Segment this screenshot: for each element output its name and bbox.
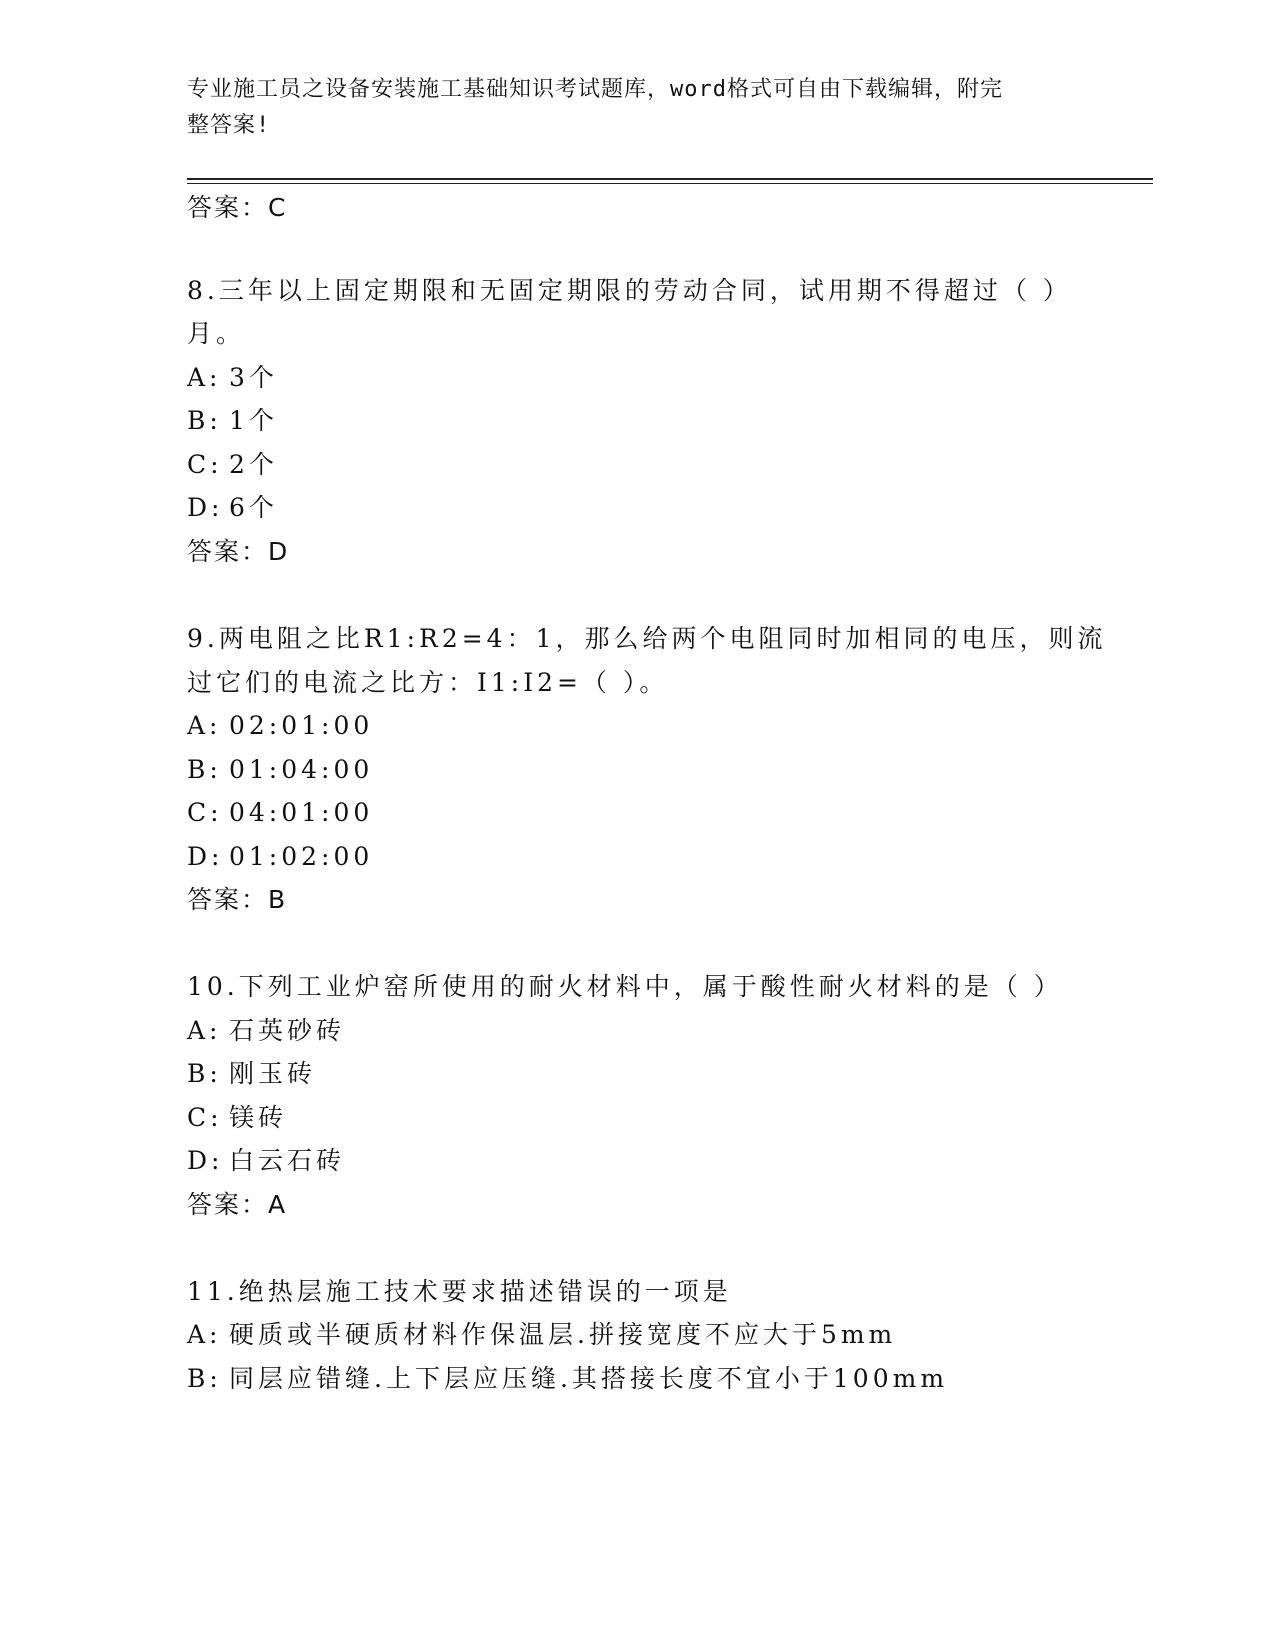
option-label: D: [187, 842, 224, 871]
option-b [187, 1057, 316, 1091]
option-c [187, 448, 278, 482]
option-text: 04:01:00 [229, 798, 374, 827]
answer-line: 答案：C [187, 193, 288, 222]
option-text: 01:02:00 [229, 842, 374, 871]
option-label: B: [187, 755, 222, 784]
option-text: 刚玉砖 [229, 1059, 317, 1088]
option-c [187, 796, 373, 830]
option-label: D: [187, 493, 224, 522]
question-text-continued: 月。 [187, 319, 246, 348]
option-b [187, 404, 278, 438]
option-a [187, 709, 373, 743]
option-label: A: [187, 1016, 222, 1045]
option-a [187, 1318, 896, 1352]
option-text: 6个 [229, 493, 278, 522]
question-text: 10.下列工业炉窑所使用的耐火材料中，属于酸性耐火材料的是（ ） [187, 972, 1063, 1001]
option-text: 镁砖 [229, 1103, 288, 1132]
option-d [187, 1144, 345, 1178]
option-text: 同层应错缝.上下层应压缝.其搭接长度不宜小于100mm [229, 1364, 949, 1393]
option-text: 石英砂砖 [229, 1016, 346, 1045]
option-text: 白云石砖 [229, 1146, 346, 1175]
option-label: B: [187, 406, 222, 435]
header-rule-thin [187, 183, 1153, 184]
option-label: C: [187, 450, 223, 479]
option-label: B: [187, 1059, 222, 1088]
header-line-1: 专业施工员之设备安装施工基础知识考试题库，word格式可自由下载编辑，附完 [187, 77, 1003, 102]
question-text: 8.三年以上固定期限和无固定期限的劳动合同，试用期不得超过（ ） [187, 276, 1072, 305]
option-text: 02:01:00 [229, 711, 374, 740]
option-label: C: [187, 798, 223, 827]
question-text: 9.两电阻之比R1:R2=4：1，那么给两个电阻同时加相同的电压，则流 [187, 624, 1107, 653]
document-header [187, 72, 1067, 144]
option-d [187, 840, 373, 874]
header-rule-thick [187, 178, 1153, 180]
option-text: 硬质或半硬质材料作保温层.拼接宽度不应大于5mm [229, 1320, 897, 1349]
option-text: 1个 [229, 406, 278, 435]
answer-line: 答案：B [187, 885, 288, 914]
option-label: A: [187, 363, 222, 392]
option-c [187, 1101, 287, 1135]
question-text-continued: 过它们的电流之比方：I1:I2=（ ）。 [187, 668, 669, 697]
option-label: D: [187, 1146, 224, 1175]
answer-line: 答案：D [187, 537, 290, 566]
option-a [187, 1014, 345, 1048]
answer-line: 答案：A [187, 1190, 288, 1219]
option-label: C: [187, 1103, 223, 1132]
option-text: 2个 [229, 450, 278, 479]
option-b [187, 1362, 948, 1396]
option-label: A: [187, 1320, 222, 1349]
option-b [187, 753, 373, 787]
option-text: 01:04:00 [229, 755, 374, 784]
option-d [187, 491, 278, 525]
header-line-2: 整答案! [187, 113, 271, 138]
option-label: A: [187, 711, 222, 740]
question-text: 11.绝热层施工技术要求描述错误的一项是 [187, 1277, 732, 1306]
option-a [187, 361, 278, 395]
option-label: B: [187, 1364, 222, 1393]
option-text: 3个 [229, 363, 278, 392]
